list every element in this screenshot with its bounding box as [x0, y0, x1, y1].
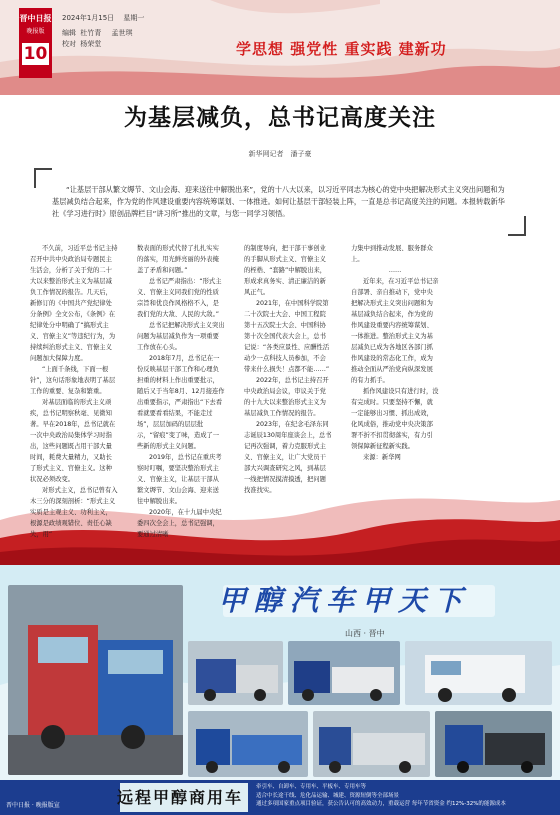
paragraph: 力集中到推动发展、服务群众上。: [351, 245, 433, 263]
paper-logo: [19, 8, 52, 78]
dateline: [62, 13, 151, 23]
page-number: 10: [23, 44, 48, 64]
ad-slogan: 远程甲醇商用车: [117, 788, 244, 807]
ad-title: 甲醇汽车甲天下: [218, 584, 471, 617]
section-slogan: 学思想 强党性 重实践 建新功: [236, 40, 447, 58]
truck-photo-main: [8, 585, 183, 775]
paragraph: 2021年，在中国科学院第二十次院士大会、中国工程院第十五次院士大会、中国科协第十次全国代表大会上，总书记说：“各类应景性、应酬性活动少一点科技人员参加，不会带来什么损失！点都不能……”: [244, 300, 330, 373]
truck-photo-5: [188, 711, 308, 777]
ad-credit: 晋中日报 · 晚报版宣: [6, 802, 60, 809]
proofreader-name: 杨荣堂: [80, 40, 102, 48]
ad-info-line: 牵引车、自卸车、专用车、平板车、专用车等: [256, 784, 367, 790]
lead-bracket-close: [508, 216, 526, 236]
paragraph: 2023年，在纪念毛泽东同志诞辰130周年座谈会上，总书记再次强调，着力克服形式主义、官僚主义，让广大党员干部大兴调查研究之风，到基层一线把情况摸清摸透，把问题找准找实。: [244, 421, 332, 494]
editor-credits: [62, 28, 140, 50]
paragraph: 近年来，在习近平总书记亲自部署、亲自推动下，党中央把解决形式主义突出问题和为基层减负结合起来，作为党的作风建设重要内容统筹谋划、一体推进。整治形式主义为基层减负已成为各地区各部门抓作风建设的常态化工作，成为推动全面从严治党向纵深发展的有力抓手。: [351, 278, 439, 384]
methanol-truck-advertisement: [0, 565, 560, 815]
article-column-3: [244, 243, 332, 550]
article-lead: “让基层干部从繁文缛节、文山会海、迎来送往中解脱出来”，党的十八大以来，以习近平同志为核心的党中央把解决形式主义突出问题和为基层减负结合起来，作为党的作风建设重要内容统筹谋划、一体推进。如何让基层干部轻装上阵，一直是总书记高度关注的问题。本报转载新华社《学习进行时》原创品牌栏目“讲习所”推出的文章，与您一同学习领悟。: [52, 185, 505, 219]
truck-photo-3: [288, 641, 400, 705]
paragraph: 2018年7月，总书记在一份反映基层干部工作和心理负担重的材料上作出重要批示，随后又于当年8月、12月接连作出重要指示，严肃指出“下去看看就要看看结果，不能走过场”，层层加码的层层批示，“留痕”变了味，造成了一些新的形式主义问题。: [137, 355, 225, 450]
paragraph: 2020年，在十九届中央纪委四次全会上，总书记强调，要通过清晰: [137, 509, 222, 538]
truck-photo-7: [435, 711, 552, 777]
paragraph-separator: ……: [388, 267, 402, 274]
article-byline: 新华网记者 潘子豪: [248, 150, 312, 158]
ad-info-line: 通过多项国家重点项目验证，获公告认可的高效动力，重载运营 每年节省资金 约12%-32%的能源成本: [256, 801, 506, 807]
paper-name: 晋中日报: [19, 14, 52, 23]
masthead: [0, 0, 560, 95]
paragraph: 2022年，总书记主持召开中央政治局会议，审议关于党的十九大以来整治形式主义为基层减负工作情况的报告。: [244, 377, 329, 417]
editor-label: 编辑: [62, 29, 76, 37]
editor-line: [62, 28, 140, 39]
lead-bracket-open: [34, 168, 52, 188]
paragraph: 的制度导向，把干部干事创业的手脚从形式主义、官僚主义的桎梏、“套路”中解脱出来，形成求真务实、清正廉洁的新风正气。: [244, 245, 327, 296]
ad-info-line: 适合中长途干线、危化品运输、城建、资源短倒等全部场景: [256, 792, 400, 799]
paragraph: 对基层面临的形式主义顽疾，总书记明察秋毫、见微知著。早在2018年，总书记就在一次中央政治局集体学习时指出，这些问题既占用干部大量时间，耗费大量精力，又助长了形式主义、官僚主义。这种状况必须改变。: [30, 399, 116, 483]
article-column-2: [137, 243, 225, 550]
issue-weekday: 星期一: [123, 14, 145, 22]
article-headline: 为基层减负，总书记高度关注: [124, 104, 436, 131]
ad-location: 山西 · 晋中: [345, 629, 385, 638]
editor-name-2: 孟世琪: [111, 29, 133, 37]
paper-section: 晚报版: [26, 28, 45, 35]
article-column-4: [351, 243, 439, 550]
truck-photo-2: [188, 641, 283, 705]
truck-photo-4: [405, 641, 552, 705]
article-body: [30, 243, 530, 550]
truck-photo-6: [313, 711, 430, 777]
paragraph: 对形式主义，总书记曾有入木三分的深刻剖析：“形式主义实质是主观主义、功利主义，根源是政绩观错位、责任心缺失，用“: [30, 487, 118, 538]
paragraph: 数表面的形式代替了扎扎实实的落实，用光鲜亮丽的外表掩盖了矛盾和问题。”: [137, 245, 219, 274]
article-column-1: [30, 243, 118, 550]
article-source: 来源：新华网: [363, 454, 401, 461]
proofreader-label: 校对: [62, 40, 76, 48]
paragraph: 抓作风建设只有进行时，没有完成时。只要坚持不懈，就一定能够出习惯、抓出成效，化风成俗，推动党中央决策部署不折不扣贯彻落实，有力引领保障新征程新实践。: [351, 388, 439, 450]
issue-date: 2024年1月15日: [62, 14, 115, 22]
paragraph: 总书记把解决形式主义突出问题为基层减负作为一项重要工作放在心头。: [137, 322, 225, 351]
paragraph: 总书记严肃指出：“形式主义、官僚主义同我们党的性质宗旨和优良作风格格不入，是我们党的大敌、人民的大敌。”: [137, 278, 222, 318]
paragraph: “上面千条线，下面一根针”，这句话形象地表明了基层工作的重要、复杂和繁重。: [30, 366, 116, 395]
editor-name: 杜竹青: [80, 29, 102, 37]
paragraph: 2019年，总书记在重庆考察时叮嘱，要坚决整治形式主义、官僚主义，让基层干部从繁文缛节、文山会海、迎来送往中解脱出来。: [137, 454, 222, 505]
proofreader-line: [62, 39, 140, 50]
ad-info: [256, 783, 552, 809]
paragraph: 不久前，习近平总书记主持召开中共中央政治局专题民主生活会，分析了关于党的二十大以来整治形式主义为基层减负工作情况的报告。几天后，新修订的《中国共产党纪律处分条例》全文公布，《条例》在纪律处分中明确了“搞形式主义、官僚主义”等违纪行为，为持续纠治形式主义、官僚主义问题加大保障力度。: [30, 245, 118, 362]
